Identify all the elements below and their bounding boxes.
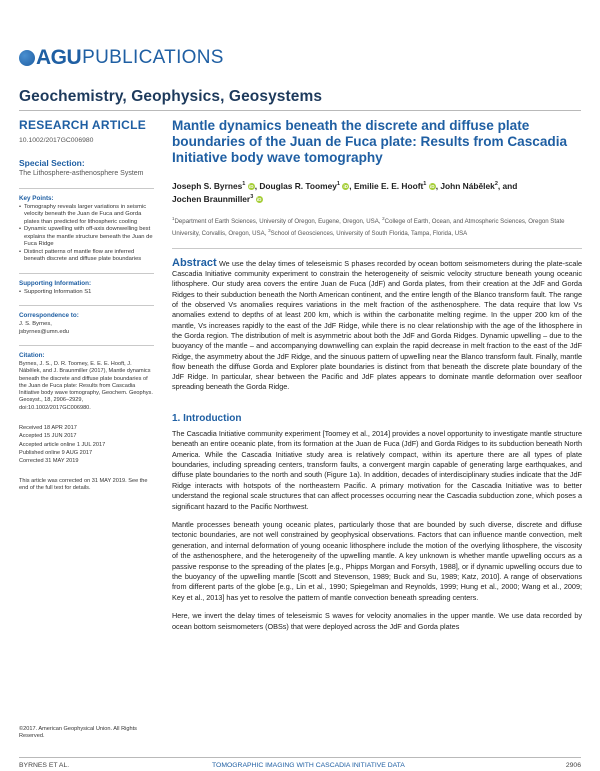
author-separator: , — [349, 180, 354, 191]
body-paragraph: The Cascadia Initiative community experiment [Toomey et al., 2014] provides a novel opportunity to investigate mantle structure beneath an entire oceanic plate, from its formation at the Juan de Fuca (JdF) and Gorda Ridges to its subduction beneath North America. While the Cascadia Initiative study area is relatively compact, within its aperture there are all types of plate boundaries, including spreading centers, transform faults, a convergent margin capable of generating large earthquakes, and diffuse plate boundaries to the north and south (Figure 1a). In addition, decades of interdisciplinary studies indicate that the JdF Ridge interacts with hotspots of the northeastern Pacific. A primary motivation for the Cascadia Initiative was to better understand the regional scale structures that can affect processes occurring near the Cascadia subduction zone, which poses a significant hazard to the Pacific Northwest. — [172, 428, 582, 511]
author-name[interactable]: Douglas R. Toomey — [259, 180, 337, 191]
key-point: • Distinct patterns of mantle flow are inferred beneath discrete and diffuse plate boundaries — [19, 249, 154, 264]
citation-label: Citation: — [19, 352, 45, 359]
sidebar-divider — [19, 345, 154, 346]
supporting-info-list — [19, 289, 154, 297]
page-number: 2906 — [565, 762, 581, 769]
logo-publications-text: PUBLICATIONS — [82, 47, 224, 68]
orcid-icon[interactable]: iD — [256, 197, 262, 203]
section-heading-introduction: 1. Introduction — [172, 412, 242, 424]
body-paragraph: Mantle processes beneath young oceanic plates, particularly those that are bounded by such diverse, discrete and diffuse tectonic boundaries, are not well constrained by geophysical observations. Factors that can influence mantle convection, melt generation, and internal deformation of young oceanic lithosphere include the motion of the overlying lithosphere, the viscosity of the asthenosphere, and the heterogeneity of the upwelling mantle. A key unknown is whether mantle upwelling occurs as a passive response to the spreading of the plates [e.g., Phipps Morgan and Forsyth, 1988], or if dynamic upwelling occurs due to the buoyancy of the upwelling mantle [Scott and Stevenson, 1989; Buck and Su, 1989; Katz, 2010]. A range of observations from different parts of the globe [e.g., Lin et al., 1990; Spiegelman and Reynolds, 1999; Hung et al., 2000; Wang et al., 2009; Key et al., 2013] has yet to resolve the pattern of mantle convection beneath spreading centers. — [172, 519, 582, 602]
journal-title: Geochemistry, Geophysics, Geosystems — [19, 88, 323, 105]
affiliations — [172, 215, 582, 238]
author-name[interactable]: Emilie E. E. Hooft — [353, 180, 424, 191]
affiliation: College of Earth, Ocean, and Atmospheric Sciences, Oregon State University, Corvallis, Oregon, USA, — [172, 218, 565, 237]
date-published: Published online 9 AUG 2017 — [19, 449, 93, 456]
correspondence-email[interactable]: jsbyrnes@umn.edu — [19, 328, 70, 335]
sidebar-divider — [19, 273, 154, 274]
author-affil-sup: 1 — [336, 180, 340, 187]
special-section-label: Special Section: — [19, 158, 85, 168]
key-points-label: Key Points: — [19, 194, 54, 202]
logo-agu-text: AGU — [36, 46, 82, 69]
affil-sup: 2 — [382, 216, 385, 222]
author-affil-sup: 3 — [250, 194, 254, 201]
abstract — [172, 258, 582, 393]
main-divider — [172, 248, 582, 249]
supporting-info-label: Supporting Information: — [19, 279, 92, 287]
orcid-icon[interactable]: iD — [343, 183, 349, 189]
copyright: ©2017. American Geophysical Union. All Rights Reserved. — [19, 726, 137, 740]
orcid-icon[interactable]: iD — [248, 183, 254, 189]
running-author: BYRNES ET AL. — [19, 762, 70, 769]
special-section-name[interactable]: The Lithosphere-asthenosphere System — [19, 170, 144, 177]
sidebar-divider — [19, 305, 154, 306]
date-accepted-online: Accepted article online 1 JUL 2017 — [19, 441, 106, 448]
author-list — [172, 178, 582, 206]
article-type: RESEARCH ARTICLE — [19, 118, 147, 132]
date-received: Received 18 APR 2017 — [19, 425, 77, 432]
author-affil-sup: 1 — [423, 180, 427, 187]
affil-sup: 1 — [172, 216, 175, 222]
sidebar-divider — [19, 188, 154, 189]
correspondence-name: J. S. Byrnes, — [19, 321, 52, 327]
doi[interactable]: 10.1002/2017GC006980 — [19, 137, 94, 144]
author-affil-sup: 1 — [242, 180, 246, 187]
supporting-info-link[interactable]: • Supporting Information S1 — [19, 289, 154, 297]
date-accepted: Accepted 15 JUN 2017 — [19, 433, 77, 440]
date-corrected: Corrected 31 MAY 2019 — [19, 458, 79, 465]
author-separator: , — [435, 180, 441, 191]
running-title: TOMOGRAPHIC IMAGING WITH CASCADIA INITIATIVE DATA — [212, 762, 405, 769]
article-title: Mantle dynamics beneath the discrete and diffuse plate boundaries of the Juan de Fuca plate: Results from Cascadia Initiative body wave tomography — [172, 118, 568, 166]
orcid-icon[interactable]: iD — [429, 183, 435, 189]
publication-dates — [19, 424, 154, 465]
author-separator: , and — [497, 180, 518, 191]
correction-note: This article was corrected on 31 MAY 2019. See the end of the full text for details. — [19, 477, 148, 491]
footer-divider — [19, 757, 581, 758]
author-affil-sup: 2 — [494, 180, 498, 187]
key-points-list — [19, 204, 154, 264]
abstract-label: Abstract — [172, 256, 217, 269]
header-divider — [19, 110, 581, 111]
key-point: • Tomography reveals larger variations in seismic velocity beneath the Juan de Fuca and Gorda plates than predicted for lithospheric cooling — [19, 204, 154, 227]
author-name[interactable]: Jochen Braunmiller — [172, 194, 251, 205]
affiliation: Department of Earth Sciences, University of Oregon, Eugene, Oregon, USA, — [174, 218, 383, 226]
key-point: • Dynamic upwelling with off-axis downwelling best explains the mantle structure beneath the Juan de Fuca Ridge — [19, 226, 154, 249]
citation-text: Byrnes, J. S., D. R. Toomey, E. E. E. Hooft, J. Nábělek, and J. Braunmiller (2017), Mantle dynamics beneath the discrete and diffuse plate boundaries of the Juan de Fuca plate: Results from Cascadia Initiative body wave tomography, Geochem. Geophys. Geosyst., 18, 2906–2929, doi:10.1002/2017GC006980. — [19, 361, 153, 411]
affil-sup: 3 — [268, 227, 271, 233]
sidebar — [19, 118, 154, 492]
affiliation: School of Geosciences, University of South Florida, Tampa, Florida, USA — [270, 229, 468, 237]
agu-globe-icon — [19, 50, 35, 66]
author-name[interactable]: John Nábělek — [440, 180, 495, 191]
agu-publications-logo — [19, 47, 224, 68]
abstract-text: We use the delay times of teleseismic S phases recorded by ocean bottom seismometers during the plate-scale Cascadia Initiative community experiment to constrain the heterogeneity of seismic velocity structure beneath young oceanic lithosphere. Our study area covers the entire Juan de Fuca (JdF) and Gorda plates, from their creation at the JdF and Gorda Ridges to their subduction beneath the North American continent, and the entire length of the Blanco transform fault. The range of the observed Vs anomalies requires variations in the melt fraction of the asthenosphere. The data require that low Vs anomalies extend to depths of at least 200 km, which is within the carbonatite melting regime. In the upper 200 km of the mantle, Vs increases rapidly to the east of the JdF Ridge, while there is no clear relationship with the age of the lithosphere in the Gorda region. The distribution of melt is asymmetric about both the JdF and Gorda Ridges. Dynamic upwelling – due to the buoyancy of the mantle – and accompanying downwelling can explain the rapid decrease in melt fraction to the east of the JdF Ridge, the asymmetry about the JdF Ridge, and the sinuous pattern of upwelling near the Blanco transform fault. Finally, mantle flow beneath the diffuse Gorda and Explorer plate boundaries is distinct from that beneath the discrete plate boundary of the JdF Ridge. In particular, shear between the Pacific and JdF plates appears to dominate mantle deformation over seafloor spreading beneath the Gorda Ridge. — [172, 258, 582, 392]
body-paragraph: Here, we invert the delay times of teleseismic S waves for velocity anomalies in the upper mantle. We use data recorded by ocean bottom seismometers (OBSs) that were deployed across the JdF and Gorda plates — [172, 611, 582, 631]
author-separator: , — [254, 180, 260, 191]
correspondence-label: Correspondence to: — [19, 312, 79, 319]
main-column — [172, 118, 582, 632]
author-name[interactable]: Joseph S. Byrnes — [172, 180, 243, 191]
